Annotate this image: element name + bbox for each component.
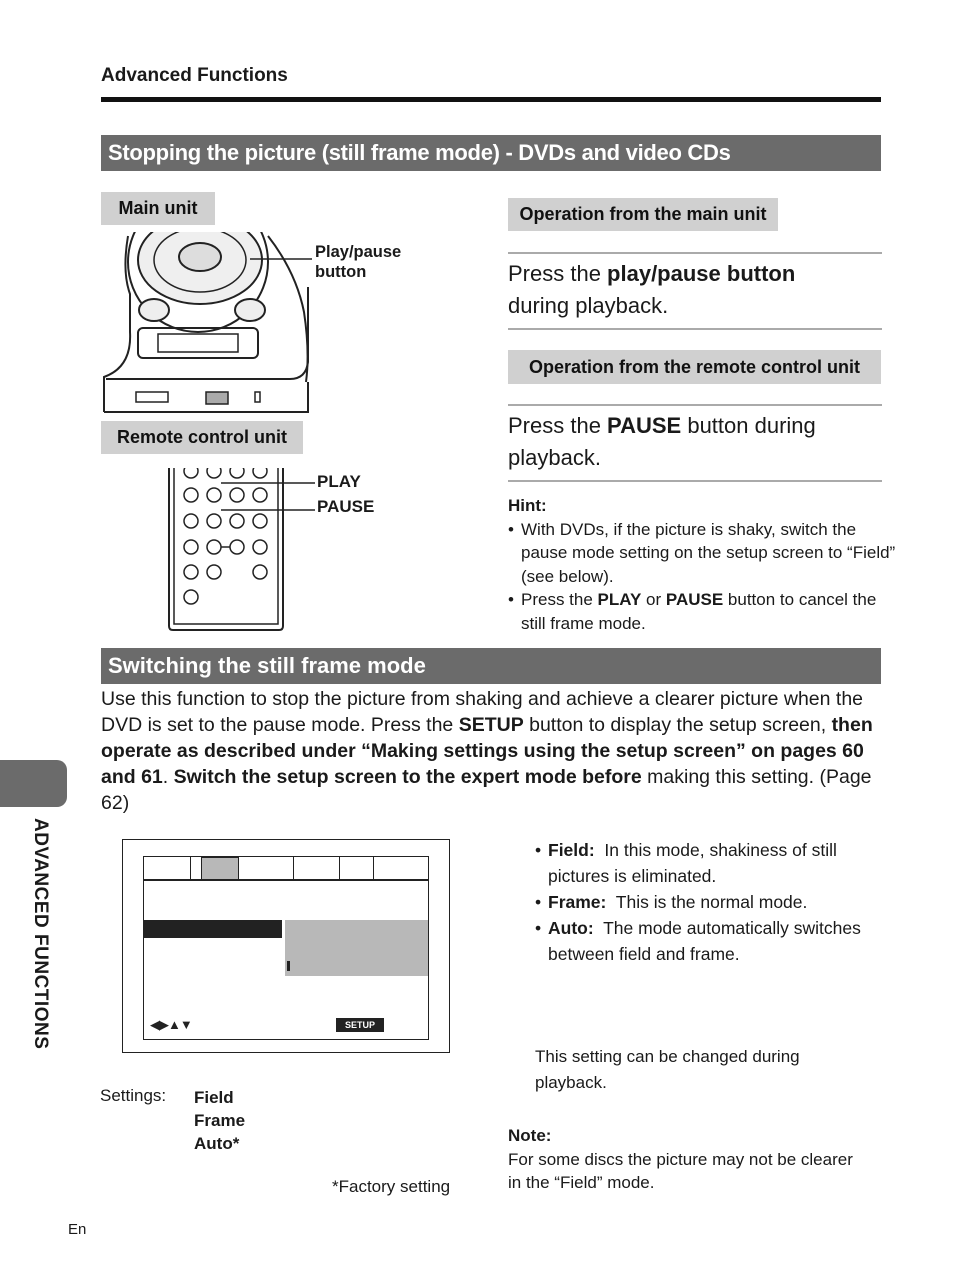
screen-tab-rule (144, 879, 428, 881)
mode-auto-name: Auto: (548, 918, 594, 938)
screen-arrow-icons: ◀▶▲▼ (150, 1017, 192, 1032)
op-main-tag: Operation from the main unit (508, 198, 778, 231)
screen-tab-2 (201, 857, 239, 880)
note-title: Note: (508, 1126, 552, 1145)
remote-control-tag: Remote control unit (101, 421, 303, 454)
hint2-or: or (641, 590, 666, 609)
para-bold1: then operate as described under “Making settings using the setup screen” on pages 60 and 61 (101, 714, 873, 788)
screen-tab-3 (237, 857, 294, 880)
section1-title: Stopping the picture (still frame mode) - DVDs and video CDs (108, 140, 731, 165)
modes-list (535, 837, 880, 967)
rule-1 (508, 252, 882, 254)
main-instr-bold: play/pause button (607, 261, 796, 286)
screen-tab-1 (144, 857, 191, 880)
callout-line1: Play/pause (315, 243, 402, 261)
hint-block (508, 494, 900, 635)
main-instr-post: during playback. (508, 293, 669, 318)
setting-frame: Frame (194, 1111, 246, 1130)
side-tab-label: ADVANCED FUNCTIONS (30, 818, 51, 1050)
footer-lang: En (68, 1221, 87, 1238)
section1-banner (101, 135, 881, 171)
rule-2 (508, 328, 882, 330)
section2-paragraph (101, 686, 891, 816)
op-remote-tag: Operation from the remote control unit (508, 350, 881, 384)
side-tab-marker (0, 760, 67, 807)
mode-auto (535, 915, 880, 967)
settings-label: Settings: (100, 1086, 167, 1105)
remote-instr-post2: playback. (508, 445, 601, 470)
hint-title: Hint: (508, 496, 547, 515)
main-unit-tag: Main unit (101, 192, 215, 225)
section2-banner (101, 648, 881, 684)
mode-field-desc: In this mode, shakiness of still pictures is eliminated. (548, 840, 837, 886)
mode-auto-desc: The mode automatically switches between field and frame. (548, 918, 861, 964)
remote-play-label: PLAY (317, 472, 361, 491)
mode-frame-desc: This is the normal mode. (615, 892, 808, 912)
para-4: making this setting. (Page 62) (101, 766, 872, 814)
setting-auto: Auto* (194, 1134, 240, 1153)
setup-screen-inner (143, 856, 429, 1040)
rule-4 (508, 480, 882, 482)
during-playback-note: This setting can be changed during playback. (535, 1047, 800, 1092)
remote-instr-bold: PAUSE (607, 413, 682, 438)
screen-tab-5 (339, 857, 374, 880)
screen-cursor (287, 961, 290, 971)
play-pause-callout (315, 242, 401, 282)
hint-item-2 (508, 588, 900, 635)
setting-field: Field (194, 1088, 234, 1107)
mode-field-name: Field: (548, 840, 595, 860)
remote-illustration (165, 468, 315, 633)
section-heading: Advanced Functions (101, 65, 288, 86)
settings-values (194, 1086, 245, 1155)
note-block (508, 1124, 868, 1195)
para-3: . (162, 766, 174, 788)
hint2-pre: Press the (521, 590, 598, 609)
callout-line2: button (315, 263, 367, 281)
para-2: button to display the setup screen, (523, 714, 832, 736)
remote-pause-label: PAUSE (317, 497, 375, 516)
note-text: For some discs the picture may not be clearer in the “Field” mode. (508, 1149, 853, 1192)
section2-title: Switching the still frame mode (108, 653, 426, 678)
hint2-pause: PAUSE (665, 590, 724, 609)
para-setup: SETUP (458, 714, 524, 736)
mode-frame (535, 889, 880, 915)
mode-frame-name: Frame: (548, 892, 607, 912)
remote-instr-pre: Press the (508, 413, 608, 438)
header-rule (101, 97, 881, 102)
setup-screen-illustration (122, 839, 450, 1053)
para-1: Use this function to stop the picture from shaking and achieve a clearer picture when the DVD is set to the pause mode. Press the (101, 688, 864, 736)
remote-instruction (508, 410, 882, 474)
hint2-play: PLAY (597, 590, 642, 609)
factory-note: *Factory setting (332, 1177, 451, 1196)
rule-3 (508, 404, 882, 406)
main-instr-pre: Press the (508, 261, 608, 286)
remote-instr-post1: button during (681, 413, 816, 438)
screen-options-box (285, 920, 428, 976)
screen-tab-4 (293, 857, 340, 880)
screen-setup-button: SETUP (336, 1018, 384, 1032)
mode-field (535, 837, 880, 889)
hint-item-1: • With DVDs, if the picture is shaky, switch the pause mode setting on the setup screen to “Field” (see below). (508, 518, 900, 589)
para-bold2: Switch the setup screen to the expert mode before (173, 766, 642, 788)
main-instruction (508, 258, 882, 322)
screen-selected-row (144, 920, 282, 938)
hint2-post: button to cancel the still frame mode. (521, 590, 877, 633)
